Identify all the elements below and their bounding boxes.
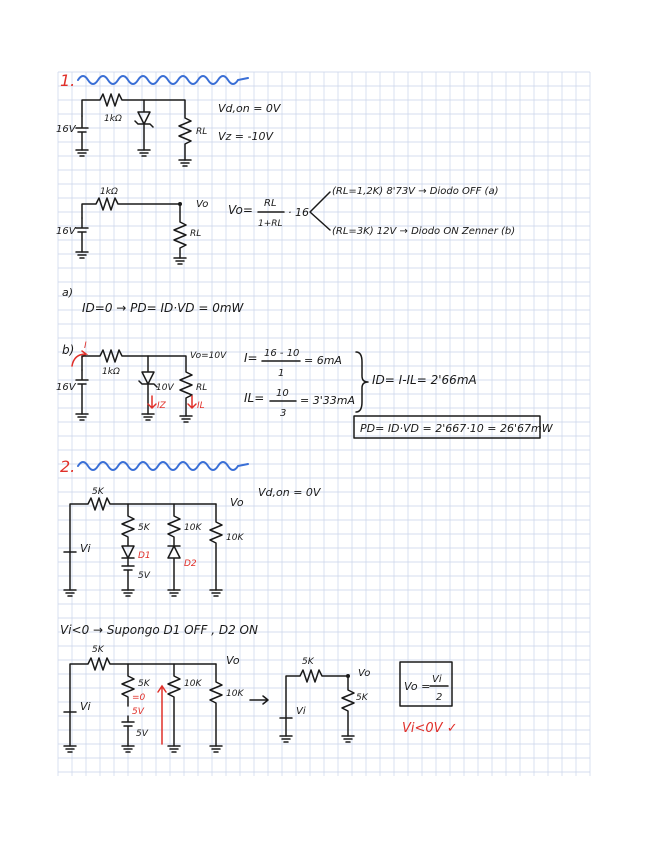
eq-r-load: 5K <box>356 693 368 703</box>
eq1-den: 1 <box>278 368 285 379</box>
c3-r-branch2: 10K <box>184 523 202 533</box>
part-b-il: IL <box>197 401 205 411</box>
part-a-label: a) <box>62 286 74 299</box>
eq1-rhs: = 6mA <box>304 354 342 367</box>
circuit-2 <box>56 187 208 264</box>
part-b-load: RL <box>196 383 208 393</box>
circuit-3 <box>64 487 244 596</box>
c3-r-branch1: 5K <box>138 523 150 533</box>
eq2-lhs: IL= <box>244 391 265 405</box>
problem-2-title-scribble <box>78 462 248 470</box>
case-b: (RL=3K) 12V → Diodo ON Zenner (b) <box>332 226 516 237</box>
c3-battery: 5V <box>138 571 150 581</box>
c4-output: Vo <box>226 654 240 667</box>
part-b-iz: IZ <box>157 401 166 411</box>
circuit-2-output: Vo <box>196 199 209 210</box>
c4-input: Vi <box>80 700 91 713</box>
c3-d1: D1 <box>138 551 151 561</box>
problem-2-number: 2. <box>60 457 76 476</box>
case-a: (RL=1,2K) 8'73V → Diodo OFF (a) <box>332 186 499 197</box>
eq2-den: 3 <box>280 408 287 419</box>
circuit-1-resistor: 1kΩ <box>104 114 122 124</box>
part-b-source: 16V <box>56 382 76 393</box>
condition-vz: Vz = -10V <box>218 130 273 143</box>
circuit-2-source: 16V <box>56 226 76 237</box>
result-power: PD= ID·VD = 2'667·10 = 26'67mW <box>360 422 553 435</box>
part-b-label: b) <box>62 343 75 357</box>
circuit-part-b <box>56 341 227 422</box>
eq-output: Vo <box>358 668 371 679</box>
formula-lhs: Vo= <box>228 203 253 217</box>
eq-input: Vi <box>296 706 306 717</box>
c4-r-load: 10K <box>226 689 244 699</box>
circuit-1 <box>56 94 207 166</box>
c3-r-series: 5K <box>92 487 104 497</box>
part-b-output: Vo=10V <box>190 351 227 361</box>
c4-d-note: =0 <box>132 693 146 703</box>
eq1-num: 16 - 10 <box>264 348 300 359</box>
c4-battery: 5V <box>136 729 148 739</box>
eq2-num: 10 <box>276 388 289 399</box>
formula-mult: · 16 <box>288 206 309 219</box>
eq1-lhs: I= <box>244 351 258 365</box>
circuit-1-load: RL <box>196 127 208 137</box>
condition-vd-on: Vd,on = 0V <box>218 102 281 115</box>
part-b-zener: 10V <box>156 383 174 393</box>
circuit-2-resistor: 1kΩ <box>100 187 118 197</box>
c4-v-note: 5V <box>132 707 144 717</box>
problem-1 <box>56 71 554 438</box>
problem-1-number: 1. <box>60 71 76 90</box>
eq3: ID= I-IL= 2'66mA <box>372 373 477 387</box>
problem-2 <box>60 457 458 752</box>
boxed-lhs: Vo = <box>404 680 431 693</box>
formula-num: RL <box>264 198 277 209</box>
assumption: Vi<0 → Supongo D1 OFF , D2 ON <box>60 623 258 637</box>
c4-r-series: 5K <box>92 645 104 655</box>
part-b-current: I <box>84 341 87 351</box>
c3-output: Vo <box>230 496 244 509</box>
c4-r-branch2: 10K <box>184 679 202 689</box>
condition-vd-on-2: Vd,on = 0V <box>258 486 321 499</box>
c3-d2: D2 <box>184 559 197 569</box>
c3-r-load: 10K <box>226 533 244 543</box>
c3-input: Vi <box>80 542 91 555</box>
eq2-rhs: = 3'33mA <box>300 394 355 407</box>
arrow-right <box>250 696 268 704</box>
eq-r-series: 5K <box>302 657 314 667</box>
part-b-resistor: 1kΩ <box>102 367 120 377</box>
circuit-1-source: 16V <box>56 124 76 135</box>
boxed-num: Vi <box>432 674 442 685</box>
formula-den: 1+RL <box>258 219 283 229</box>
boxed-den: 2 <box>436 692 443 703</box>
validity: Vi<0V ✓ <box>402 721 458 736</box>
circuit-2-load: RL <box>190 229 202 239</box>
c4-r-branch1: 5K <box>138 679 150 689</box>
part-a-text: ID=0 → PD= ID·VD = 0mW <box>82 301 244 315</box>
problem-1-title-scribble <box>78 76 248 84</box>
circuit-4 <box>64 645 244 752</box>
equivalent-circuit <box>280 657 370 742</box>
